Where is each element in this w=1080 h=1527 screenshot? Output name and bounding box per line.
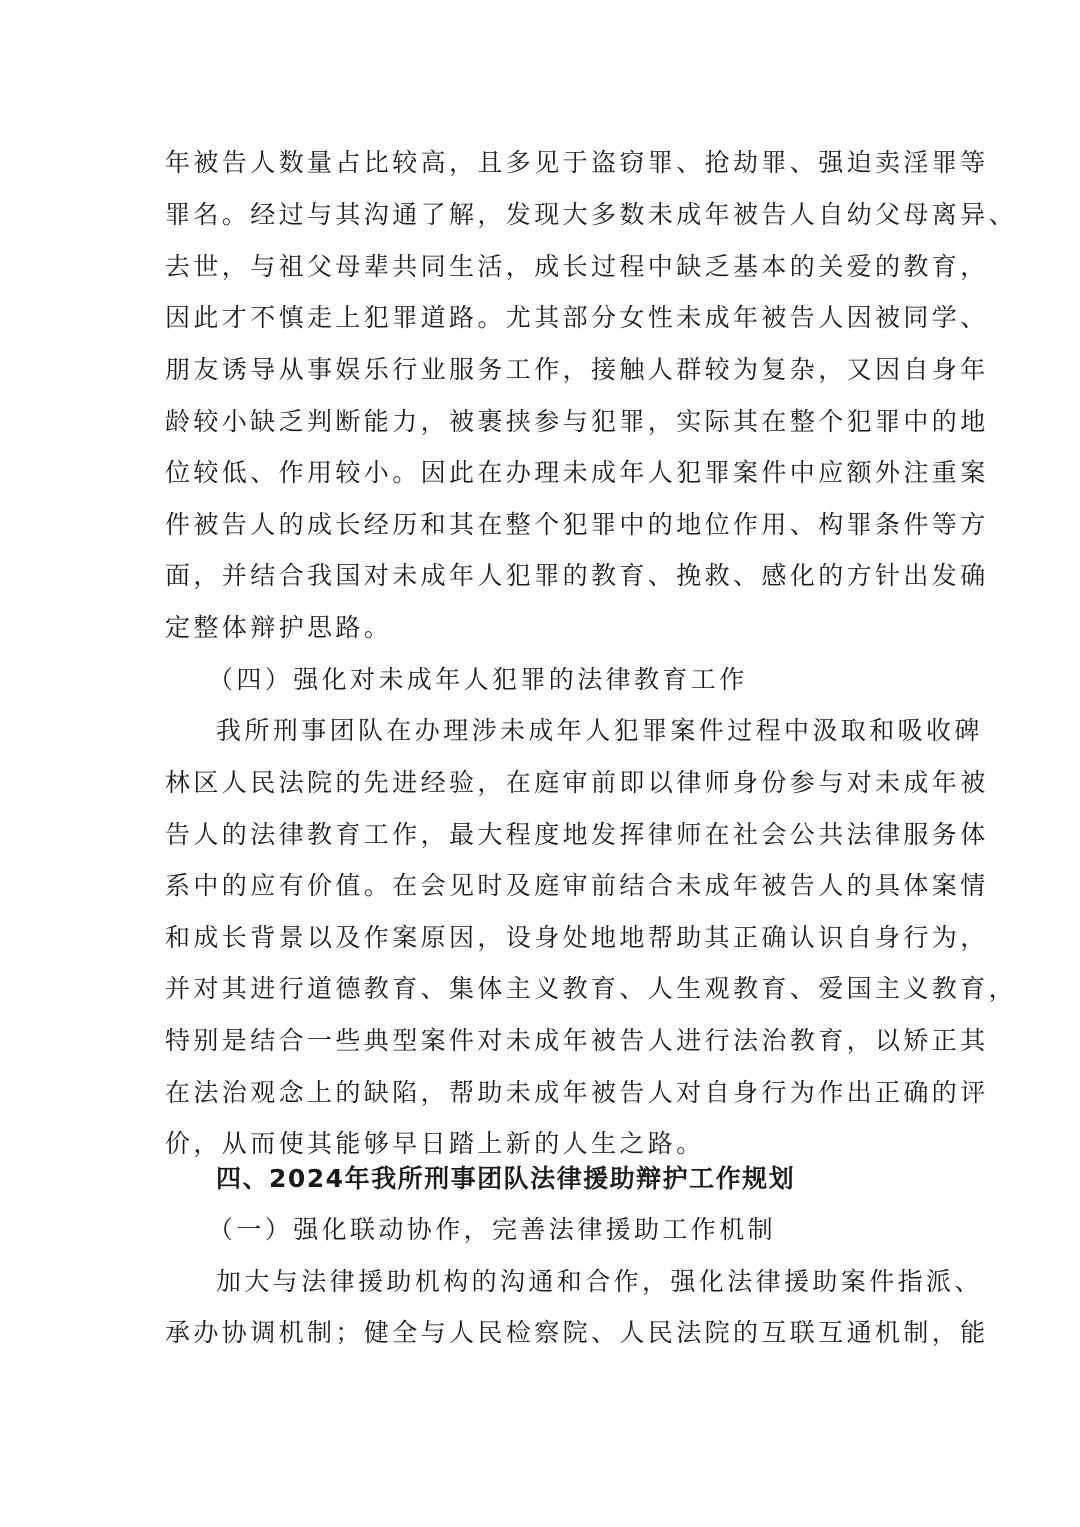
text-line: 加大与法律援助机构的沟通和合作，强化法律援助案件指派、 [216,1267,983,1296]
text-line: 价，从而使其能够早日踏上新的人生之路。 [165,1129,705,1158]
text-line: 件被告人的成长经历和其在整个犯罪中的地位作用、构罪条件等方 [165,510,989,539]
text-line: 在法治观念上的缺陷，帮助未成年被告人对自身行为作出正确的评 [165,1078,989,1107]
section-heading: 四、2024年我所刑事团队法律援助辩护工作规划 [216,1164,796,1193]
text-line: 因此才不慎走上犯罪道路。尤其部分女性未成年被告人因被同学、 [165,303,989,332]
text-line: 告人的法律教育工作，最大程度地发挥律师在社会公共法律服务体 [165,820,989,849]
text-line: 林区人民法院的先进经验，在庭审前即以律师身份参与对未成年被 [165,768,989,797]
text-line: 龄较小缺乏判断能力，被裹挟参与犯罪，实际其在整个犯罪中的地 [165,407,989,436]
text-line: 罪名。经过与其沟通了解，发现大多数未成年被告人自幼父母离异、 [165,200,1018,229]
text-line: 和成长背景以及作案原因，设身处地地帮助其正确认识自身行为， [165,923,989,952]
text-line: 系中的应有价值。在会见时及庭审前结合未成年被告人的具体案情 [165,871,989,900]
subheading-4: （四）强化对未成年人犯罪的法律教育工作 [208,665,748,694]
text-line: 面，并结合我国对未成年人犯罪的教育、挽救、感化的方针出发确 [165,561,989,590]
text-line: 我所刑事团队在办理涉未成年人犯罪案件过程中汲取和吸收碑 [216,716,983,745]
text-line: 朋友诱导从事娱乐行业服务工作，接触人群较为复杂，又因自身年 [165,355,989,384]
text-line: 位较低、作用较小。因此在办理未成年人犯罪案件中应额外注重案 [165,458,989,487]
text-line: 定整体辩护思路。 [165,613,393,642]
text-line: 并对其进行道德教育、集体主义教育、人生观教育、爱国主义教育， [165,974,1018,1003]
text-line: 年被告人数量占比较高，且多见于盗窃罪、抢劫罪、强迫卖淫罪等 [165,148,989,177]
text-line: 承办协调机制；健全与人民检察院、人民法院的互联互通机制，能 [165,1318,989,1347]
subheading-1: （一）强化联动协作，完善法律援助工作机制 [208,1215,777,1244]
text-line: 特别是结合一些典型案件对未成年被告人进行法治教育，以矫正其 [165,1026,989,1055]
text-line: 去世，与祖父母辈共同生活，成长过程中缺乏基本的关爱的教育， [165,252,989,281]
